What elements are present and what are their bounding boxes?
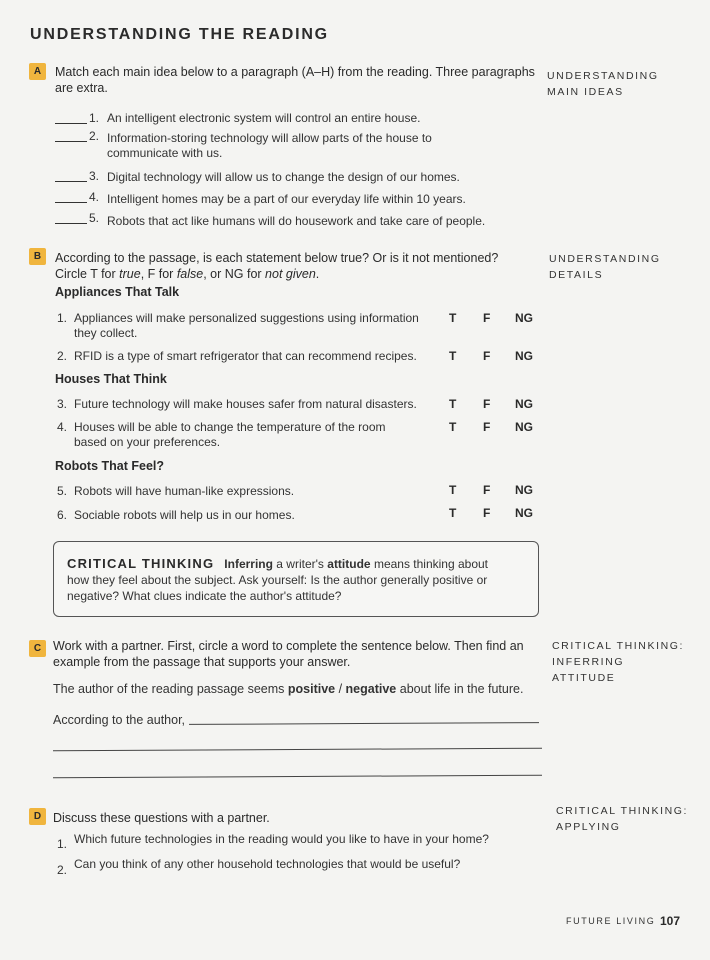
item-number: 1. [57,311,68,325]
main-idea-item [107,131,432,161]
choice-not-given[interactable]: NG [515,397,533,411]
ct-bold: attitude [327,557,371,571]
choice-not-given[interactable]: NG [515,311,533,325]
section-c-instruction-line2: example from the passage that supports your answer. [53,655,351,669]
side-label-line: DETAILS [549,269,604,281]
choice-true[interactable]: T [449,483,457,497]
subsection-heading: Appliances That Talk [55,285,180,299]
statement-item: Robots will have human-like expressions. [74,484,295,498]
statement-item: Sociable robots will help us in our homes. [74,508,295,522]
choice-positive[interactable]: positive [287,682,336,696]
choice-true[interactable]: T [449,349,457,363]
section-c-instruction [53,638,524,670]
side-label-line: MAIN IDEAS [547,86,624,98]
choice-not-given[interactable]: NG [515,483,533,497]
section-a-instruction-line1: Match each main idea below to a paragraph (A–H) from the reading. Three paragraphs [55,65,535,79]
critical-thinking-title: CRITICAL THINKING [67,556,215,571]
statement-item [74,311,419,341]
choice-not-given[interactable]: NG [515,349,533,363]
section-a-badge: A [29,63,46,80]
subsection-heading: Robots That Feel? [55,459,165,473]
section-d-instruction: Discuss these questions with a partner. [53,811,270,825]
choice-true[interactable]: T [449,506,457,520]
main-idea-item: Intelligent homes may be a part of our everyday life within 10 years. [107,192,466,206]
choice-false[interactable]: F [483,420,491,434]
answer-blank[interactable] [55,129,87,142]
choice-true[interactable]: T [449,420,457,434]
item-text-line: Appliances will make personalized suggestions using information [74,311,419,325]
choice-false[interactable]: F [483,397,491,411]
answer-line[interactable] [53,748,542,752]
item-number: 2. [57,349,68,363]
critical-thinking-line1 [67,556,488,572]
main-idea-item: An intelligent electronic system will control an entire house. [107,111,421,125]
choice-true[interactable]: T [449,397,457,411]
choice-false[interactable]: F [483,506,491,520]
item-number: 4. [89,190,100,204]
sentence-text: about life in the future. [396,682,524,696]
choice-false[interactable]: F [483,311,491,325]
item-number: 2. [89,129,100,143]
subsection-heading: Houses That Think [55,372,167,386]
answer-blank[interactable] [55,190,87,203]
main-idea-item: Robots that act like humans will do housework and take care of people. [107,214,486,228]
according-label: According to the author, [53,713,186,727]
instr-text: , or NG for [203,267,266,281]
answer-blank[interactable] [55,111,87,124]
instr-italic: false [176,267,204,281]
answer-line[interactable] [53,775,542,779]
section-a-instruction [55,64,535,96]
item-number: 1. [89,111,100,125]
section-d-badge: D [29,808,46,825]
side-label-line: CRITICAL THINKING: [552,640,685,652]
instr-text: Circle T for [55,267,120,281]
statement-item: Future technology will make houses safer from natural disasters. [74,397,417,411]
footer-unit-label: FUTURE LIVING [566,916,656,926]
item-text-line: communicate with us. [107,146,223,160]
section-a-instruction-line2: are extra. [55,81,108,95]
choice-true[interactable]: T [449,311,457,325]
section-b-instruction-line2 [55,266,498,282]
item-text-line: Information-storing technology will allow parts of the house to [107,131,432,145]
item-number: 4. [57,420,68,434]
item-number: 1. [57,837,68,851]
choice-negative[interactable]: negative [345,682,397,696]
section-d-side-label [556,803,688,835]
sentence-text: The author of the reading passage seems [53,682,288,696]
choice-false[interactable]: F [483,483,491,497]
instr-text: . [315,267,320,281]
choice-false[interactable]: F [483,349,491,363]
item-number: 3. [89,169,100,183]
side-label-line: APPLYING [556,821,621,833]
discussion-question: Can you think of any other household technologies that would be useful? [74,857,461,871]
main-idea-item: Digital technology will allow us to change the design of our homes. [107,170,460,184]
side-label-line: CRITICAL THINKING: [556,805,689,817]
ct-bold: Inferring [224,557,273,571]
section-b-side-label [549,251,661,283]
answer-line[interactable] [189,722,539,725]
section-c-side-label [552,638,684,686]
attitude-sentence [53,682,523,697]
choice-not-given[interactable]: NG [515,420,533,434]
item-text-line: based on your preferences. [74,435,221,449]
statement-item [74,420,386,450]
critical-thinking-line2: how they feel about the subject. Ask yourself: Is the author generally positive or [67,573,488,587]
sentence-text: / [335,682,346,696]
section-c-instruction-line1: Work with a partner. First, circle a word to complete the sentence below. Then find an [53,639,524,653]
instr-text: , F for [140,267,177,281]
side-label-line: ATTITUDE [552,672,616,684]
item-number: 3. [57,397,68,411]
item-text-line: they collect. [74,326,138,340]
side-label-line: UNDERSTANDING [547,70,659,82]
answer-blank[interactable] [55,169,87,182]
section-b-badge: B [29,248,46,265]
page-number: 107 [660,914,681,928]
item-number: 5. [57,484,68,498]
choice-not-given[interactable]: NG [515,506,533,520]
instr-italic: true [119,267,141,281]
critical-thinking-content [67,556,488,604]
critical-thinking-line3: negative? What clues indicate the author's attitude? [67,589,342,603]
side-label-line: UNDERSTANDING [549,253,661,265]
section-c-badge: C [29,640,46,657]
instr-italic: not given [265,267,316,281]
item-number: 2. [57,863,68,877]
section-b-instruction [55,250,498,282]
item-number: 5. [89,211,100,225]
ct-text: a writer's [272,557,328,571]
ct-text: means thinking about [370,557,489,571]
answer-blank[interactable] [55,211,87,224]
item-text-line: Houses will be able to change the temperature of the room [74,420,386,434]
page-title: UNDERSTANDING THE READING [30,26,329,43]
item-number: 6. [57,508,68,522]
section-b-instruction-line1: According to the passage, is each statement below true? Or is it not mentioned? [55,251,499,265]
statement-item: RFID is a type of smart refrigerator that can recommend recipes. [74,349,417,363]
discussion-question: Which future technologies in the reading would you like to have in your home? [74,832,489,846]
side-label-line: INFERRING [552,656,625,668]
section-a-side-label [547,68,659,100]
